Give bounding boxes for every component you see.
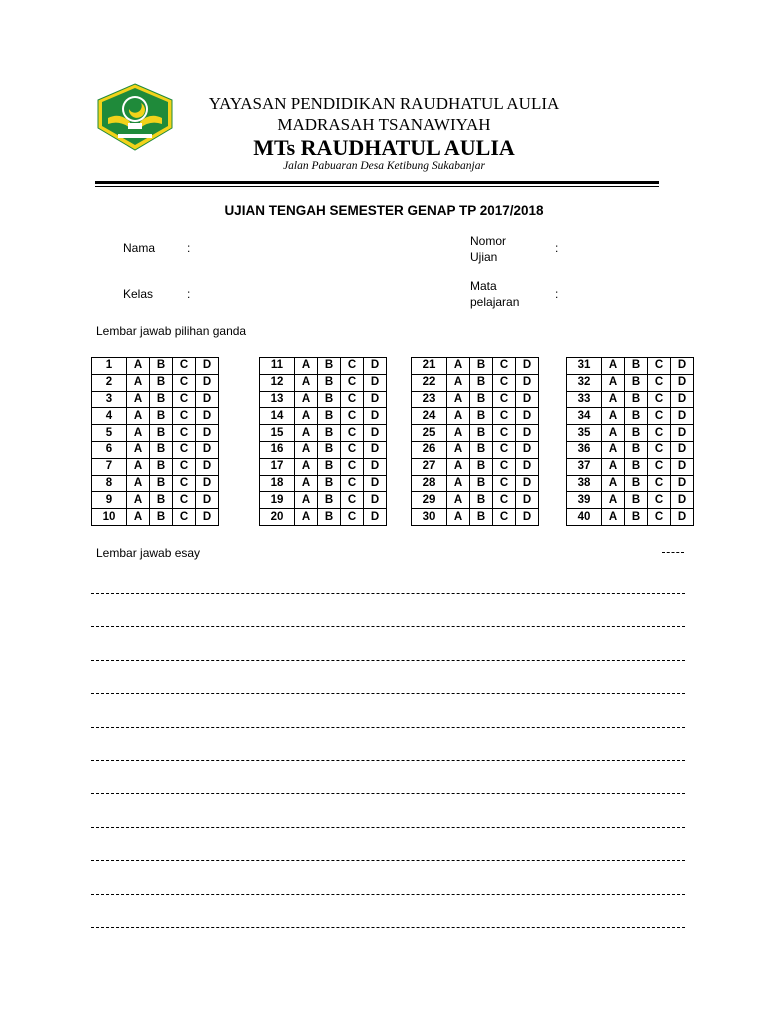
option-b[interactable]: B [150,391,173,408]
answer-row [260,475,387,492]
option-c[interactable]: C [648,391,671,408]
option-d[interactable]: D [364,492,387,509]
option-d[interactable]: D [516,425,539,442]
option-d[interactable]: D [671,358,694,375]
option-b[interactable]: B [470,358,493,375]
answer-row [92,458,219,475]
option-d[interactable]: D [196,441,219,458]
option-a[interactable]: A [127,374,150,391]
option-b[interactable]: B [625,475,648,492]
answer-row [260,441,387,458]
school-name: MTs RAUDHATUL AULIA [253,135,515,160]
essay-answer-line[interactable] [91,894,685,895]
question-number: 24 [412,408,447,425]
answer-row [92,475,219,492]
option-d[interactable]: D [516,358,539,375]
option-a[interactable]: A [127,492,150,509]
nomor-ujian-label: Nomor Ujian [470,234,507,264]
option-c[interactable]: C [341,492,364,509]
essay-answer-line[interactable] [91,927,685,928]
option-b[interactable]: B [625,408,648,425]
option-b[interactable]: B [150,475,173,492]
kelas-colon: : [187,287,191,301]
question-number: 19 [260,492,295,509]
question-number: 20 [260,509,295,526]
essay-answer-line[interactable] [91,760,685,761]
option-a[interactable]: A [447,441,470,458]
option-b[interactable]: B [318,509,341,526]
option-b[interactable]: B [318,458,341,475]
option-a[interactable]: A [447,391,470,408]
essay-answer-line[interactable] [91,727,685,728]
option-a[interactable]: A [602,391,625,408]
answer-row [412,408,539,425]
answer-row [92,509,219,526]
option-d[interactable]: D [671,458,694,475]
essay-answer-line[interactable] [91,660,685,661]
option-d[interactable]: D [196,391,219,408]
answer-row [567,358,694,375]
option-b[interactable]: B [625,358,648,375]
option-a[interactable]: A [602,358,625,375]
answer-row [92,492,219,509]
option-c[interactable]: C [173,425,196,442]
option-b[interactable]: B [470,458,493,475]
option-d[interactable]: D [364,408,387,425]
option-c[interactable]: C [341,391,364,408]
answer-row [412,358,539,375]
option-b[interactable]: B [625,458,648,475]
option-d[interactable]: D [516,492,539,509]
option-c[interactable]: C [493,425,516,442]
option-a[interactable]: A [295,408,318,425]
option-a[interactable]: A [602,475,625,492]
option-b[interactable]: B [150,425,173,442]
option-a[interactable]: A [447,475,470,492]
answer-row [92,408,219,425]
answer-row [567,441,694,458]
option-c[interactable]: C [648,408,671,425]
option-c[interactable]: C [341,408,364,425]
option-c[interactable]: C [173,458,196,475]
option-b[interactable]: B [318,492,341,509]
option-b[interactable]: B [625,391,648,408]
question-number: 37 [567,458,602,475]
answer-row [567,509,694,526]
essay-answer-line[interactable] [91,593,685,594]
answer-row [412,509,539,526]
option-c[interactable]: C [648,374,671,391]
answer-row [92,425,219,442]
option-b[interactable]: B [470,509,493,526]
option-c[interactable]: C [341,441,364,458]
answer-row [412,475,539,492]
option-a[interactable]: A [602,492,625,509]
question-number: 39 [567,492,602,509]
option-d[interactable]: D [364,441,387,458]
answer-row [260,408,387,425]
option-b[interactable]: B [150,358,173,375]
option-a[interactable]: A [127,458,150,475]
essay-answer-line[interactable] [91,860,685,861]
foundation-name: YAYASAN PENDIDIKAN RAUDHATUL AULIA [208,94,560,113]
option-d[interactable]: D [671,408,694,425]
option-b[interactable]: B [318,374,341,391]
answer-row [567,425,694,442]
question-number: 38 [567,475,602,492]
option-c[interactable]: C [173,374,196,391]
question-number: 14 [260,408,295,425]
option-a[interactable]: A [127,441,150,458]
option-d[interactable]: D [196,408,219,425]
option-d[interactable]: D [196,475,219,492]
option-b[interactable]: B [470,441,493,458]
question-number: 23 [412,391,447,408]
answer-row [260,492,387,509]
option-b[interactable]: B [470,391,493,408]
question-number: 7 [92,458,127,475]
question-number: 8 [92,475,127,492]
option-d[interactable]: D [516,391,539,408]
option-a[interactable]: A [295,425,318,442]
question-number: 10 [92,509,127,526]
option-d[interactable]: D [516,441,539,458]
option-c[interactable]: C [493,492,516,509]
question-number: 5 [92,425,127,442]
question-number: 4 [92,408,127,425]
option-b[interactable]: B [318,358,341,375]
option-c[interactable]: C [341,475,364,492]
option-d[interactable]: D [364,458,387,475]
answer-row [260,374,387,391]
option-b[interactable]: B [318,475,341,492]
option-c[interactable]: C [173,441,196,458]
nomor-ujian-colon: : [555,241,559,255]
header-rule-thick [95,181,659,184]
answer-row [92,358,219,375]
option-a[interactable]: A [295,391,318,408]
question-number: 2 [92,374,127,391]
question-number: 12 [260,374,295,391]
answer-row [260,358,387,375]
question-number: 25 [412,425,447,442]
option-d[interactable]: D [516,458,539,475]
option-c[interactable]: C [648,509,671,526]
school-type: MADRASAH TSANAWIYAH [277,115,491,134]
option-d[interactable]: D [196,425,219,442]
option-b[interactable]: B [470,408,493,425]
option-d[interactable]: D [671,509,694,526]
answer-row [412,458,539,475]
option-b[interactable]: B [318,408,341,425]
essay-answer-line[interactable] [91,626,685,627]
option-c[interactable]: C [493,408,516,425]
option-a[interactable]: A [295,492,318,509]
option-d[interactable]: D [671,475,694,492]
option-a[interactable]: A [295,374,318,391]
option-d[interactable]: D [364,374,387,391]
option-b[interactable]: B [318,441,341,458]
answer-grid-1-10 [91,357,219,526]
answer-grid-21-30 [411,357,539,526]
answer-grid-11-20 [259,357,387,526]
answer-row [260,425,387,442]
essay-answer-line[interactable] [91,827,685,828]
option-c[interactable]: C [173,408,196,425]
option-d[interactable]: D [671,425,694,442]
question-number: 18 [260,475,295,492]
option-c[interactable]: C [341,425,364,442]
answer-row [412,374,539,391]
option-d[interactable]: D [196,509,219,526]
answer-row [412,492,539,509]
option-a[interactable]: A [127,425,150,442]
option-d[interactable]: D [516,475,539,492]
option-a[interactable]: A [127,509,150,526]
option-a[interactable]: A [295,358,318,375]
question-number: 16 [260,441,295,458]
answer-row [567,492,694,509]
question-number: 30 [412,509,447,526]
answer-row [260,458,387,475]
option-a[interactable]: A [295,441,318,458]
option-b[interactable]: B [625,374,648,391]
option-a[interactable]: A [602,509,625,526]
option-a[interactable]: A [447,425,470,442]
option-d[interactable]: D [364,391,387,408]
answer-row [92,441,219,458]
option-c[interactable]: C [648,358,671,375]
option-d[interactable]: D [516,408,539,425]
option-d[interactable]: D [196,458,219,475]
question-number: 40 [567,509,602,526]
option-b[interactable]: B [625,492,648,509]
option-c[interactable]: C [493,441,516,458]
option-d[interactable]: D [516,509,539,526]
question-number: 27 [412,458,447,475]
question-number: 34 [567,408,602,425]
option-c[interactable]: C [341,374,364,391]
question-number: 33 [567,391,602,408]
option-c[interactable]: C [648,441,671,458]
option-d[interactable]: D [196,358,219,375]
option-b[interactable]: B [150,492,173,509]
option-d[interactable]: D [196,374,219,391]
option-c[interactable]: C [493,358,516,375]
answer-row [260,509,387,526]
option-b[interactable]: B [625,441,648,458]
answer-row [567,458,694,475]
nama-label: Nama [123,241,156,255]
option-d[interactable]: D [364,425,387,442]
option-a[interactable]: A [447,492,470,509]
option-c[interactable]: C [493,374,516,391]
option-b[interactable]: B [318,391,341,408]
option-a[interactable]: A [602,458,625,475]
option-d[interactable]: D [364,509,387,526]
option-a[interactable]: A [602,374,625,391]
option-b[interactable]: B [470,492,493,509]
question-number: 9 [92,492,127,509]
option-d[interactable]: D [364,475,387,492]
question-number: 1 [92,358,127,375]
answer-row [567,475,694,492]
question-number: 35 [567,425,602,442]
option-c[interactable]: C [173,475,196,492]
option-a[interactable]: A [447,458,470,475]
essay-answer-line[interactable] [91,693,685,694]
option-a[interactable]: A [447,408,470,425]
option-c[interactable]: C [341,458,364,475]
option-b[interactable]: B [150,374,173,391]
option-a[interactable]: A [127,391,150,408]
mc-section-heading: Lembar jawab pilihan ganda [96,324,247,338]
question-number: 32 [567,374,602,391]
question-number: 22 [412,374,447,391]
question-number: 15 [260,425,295,442]
option-c[interactable]: C [173,492,196,509]
answer-row [567,391,694,408]
kelas-label: Kelas [123,287,154,301]
option-b[interactable]: B [150,408,173,425]
option-b[interactable]: B [150,441,173,458]
question-number: 31 [567,358,602,375]
option-d[interactable]: D [671,492,694,509]
option-d[interactable]: D [671,374,694,391]
answer-row [412,441,539,458]
option-c[interactable]: C [493,391,516,408]
option-a[interactable]: A [602,408,625,425]
school-address: Jalan Pabuaran Desa Ketibung Sukabanjar [283,160,485,172]
question-number: 11 [260,358,295,375]
question-number: 3 [92,391,127,408]
option-c[interactable]: C [648,475,671,492]
option-a[interactable]: A [295,458,318,475]
option-a[interactable]: A [602,441,625,458]
option-d[interactable]: D [516,374,539,391]
option-a[interactable]: A [295,509,318,526]
option-c[interactable]: C [341,358,364,375]
option-a[interactable]: A [447,509,470,526]
option-c[interactable]: C [648,492,671,509]
option-d[interactable]: D [671,441,694,458]
option-b[interactable]: B [470,374,493,391]
option-c[interactable]: C [173,509,196,526]
question-number: 6 [92,441,127,458]
answer-row [92,374,219,391]
option-b[interactable]: B [625,509,648,526]
option-b[interactable]: B [150,509,173,526]
question-number: 36 [567,441,602,458]
option-a[interactable]: A [447,358,470,375]
option-a[interactable]: A [602,425,625,442]
answer-row [412,425,539,442]
option-a[interactable]: A [127,358,150,375]
question-number: 17 [260,458,295,475]
question-number: 21 [412,358,447,375]
essay-answer-line[interactable] [91,793,685,794]
question-number: 26 [412,441,447,458]
option-d[interactable]: D [364,358,387,375]
option-c[interactable]: C [173,391,196,408]
option-b[interactable]: B [625,425,648,442]
option-b[interactable]: B [470,475,493,492]
answer-row [567,374,694,391]
option-b[interactable]: B [470,425,493,442]
option-c[interactable]: C [648,458,671,475]
header-rule-thin [95,186,659,187]
option-d[interactable]: D [671,391,694,408]
answer-row [92,391,219,408]
mata-pelajaran-colon: : [555,287,559,301]
option-c[interactable]: C [341,509,364,526]
answer-row [260,391,387,408]
option-c[interactable]: C [493,475,516,492]
question-number: 28 [412,475,447,492]
option-a[interactable]: A [127,475,150,492]
answer-grid-31-40 [566,357,694,526]
answer-row [412,391,539,408]
essay-dash-mark [662,552,684,553]
mata-pelajaran-label: Mata pelajaran [470,279,520,309]
option-c[interactable]: C [493,458,516,475]
option-d[interactable]: D [196,492,219,509]
option-a[interactable]: A [127,408,150,425]
option-b[interactable]: B [150,458,173,475]
exam-title: UJIAN TENGAH SEMESTER GENAP TP 2017/2018 [224,203,544,218]
option-a[interactable]: A [295,475,318,492]
answer-row [567,408,694,425]
option-c[interactable]: C [648,425,671,442]
option-c[interactable]: C [493,509,516,526]
question-number: 29 [412,492,447,509]
essay-section-heading: Lembar jawab esay [96,546,201,560]
option-b[interactable]: B [318,425,341,442]
option-c[interactable]: C [173,358,196,375]
option-a[interactable]: A [447,374,470,391]
nama-colon: : [187,241,191,255]
question-number: 13 [260,391,295,408]
